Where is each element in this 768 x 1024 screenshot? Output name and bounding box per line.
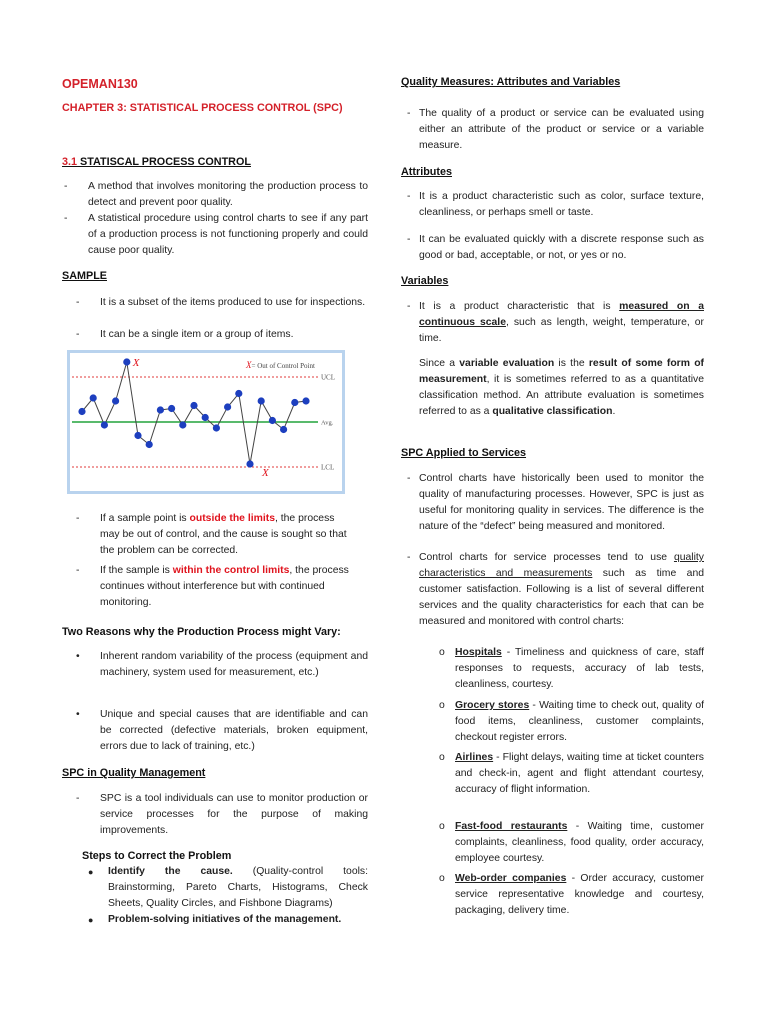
services-point-text: Control charts have historically been used to monitor the quality of manufacturing processes. However, SPC is just as useful for monitoring quality in services. The difference is the nature of the “defect” being measured and monitored.: [419, 473, 704, 532]
variable-text-post: , such as length, weight, temperature, or time.: [419, 317, 704, 344]
service-item-grocery: [439, 698, 704, 746]
ucl-label: UCL: [321, 373, 335, 382]
bullet-marker: •: [76, 651, 80, 662]
limit-text-pre: If a sample point is: [100, 513, 190, 524]
step-1-rest: (Quality-control tools: Brainstorming, Pareto Charts, Histograms, Check Sheets, Quality Circles, and Fishbone Diagrams): [108, 866, 368, 909]
service-item-fastfood: [439, 819, 704, 867]
sample-point: [190, 402, 197, 409]
outside-limits-highlight: outside the limits: [189, 513, 275, 524]
sub-bullet: o: [439, 873, 445, 884]
service-desc: - Waiting time to check out, quality of food items, cleanliness, customer complaints, checkout register errors.: [455, 700, 704, 743]
dash-marker: -: [76, 297, 80, 308]
bullet-marker: ●: [88, 867, 94, 877]
sample-point: [146, 441, 153, 448]
limit-text-post: , the process may be out of control, and the cause is sought so that the problem can be corrected.: [100, 513, 347, 556]
sample-point: [168, 405, 175, 412]
sample-point-text: It can be a single item or a group of items.: [100, 329, 294, 340]
quality-measures-text: The quality of a product or service can be evaluated using either an attribute of the product or service or a variable measure.: [419, 108, 704, 151]
sample-heading: SAMPLE: [62, 270, 107, 282]
dash-marker: -: [64, 213, 68, 224]
sample-point: [123, 358, 130, 365]
sub-bullet: o: [439, 752, 445, 763]
bullet-marker: ●: [88, 915, 94, 925]
spc-point-1: [64, 179, 368, 211]
attribute-text: It can be evaluated quickly with a discrete response such as good or bad, acceptable, or not, or yes or no.: [419, 234, 704, 261]
out-of-control-marker-low: X: [262, 467, 269, 479]
dash-marker: -: [407, 473, 411, 484]
quality-characteristics-highlight: quality characteristics and measurements: [419, 552, 704, 579]
sample-point: [134, 432, 141, 439]
sample-point: [213, 424, 220, 431]
dash-marker: -: [64, 181, 68, 192]
series-group: [78, 358, 309, 467]
service-name: Web-order companies: [455, 873, 567, 884]
services-point-1: [407, 471, 704, 535]
variable-text-pre: It is a product characteristic that is: [419, 301, 620, 312]
sub-bullet: o: [439, 647, 445, 658]
spc-point-text: A method that involves monitoring the production process to detect and prevent poor quality.: [88, 181, 368, 208]
spc-quality-text: SPC is a tool individuals can use to monitor production or service processes for the purpose of making improvements.: [100, 793, 368, 836]
reason-text: Unique and special causes that are identifiable and can be corrected (defective materials, broken equipment, errors due to lack of training, etc.): [100, 709, 368, 752]
step-2: [88, 912, 368, 928]
sub-bullet: o: [439, 700, 445, 711]
service-desc: - Flight delays, waiting time at ticket counters and check-in, agent and flight attendant courtesy, accuracy of flight information.: [455, 752, 704, 795]
variables-heading: Variables: [401, 275, 449, 287]
service-text: [455, 645, 704, 693]
section-title: STATISCAL PROCESS CONTROL: [77, 156, 251, 168]
legend-symbol: X: [246, 360, 252, 370]
limit-point-within: [76, 563, 356, 611]
services-heading: SPC Applied to Services: [401, 447, 527, 459]
service-name: Grocery stores: [455, 700, 530, 711]
service-text: [455, 819, 704, 867]
service-desc: - Timeliness and quickness of care, staff responses to requests, accuracy of lab tests, cleanliness, courtesy.: [455, 647, 704, 690]
dash-marker: -: [76, 329, 80, 340]
step-1-text: [108, 864, 368, 912]
bullet-marker: •: [76, 709, 80, 720]
variable-point: [407, 299, 704, 347]
service-item-hospitals: [439, 645, 704, 693]
service-item-weborder: [439, 871, 704, 919]
attribute-text: It is a product characteristic such as color, surface texture, cleanliness, or perhaps smell or taste.: [419, 191, 704, 218]
reasons-heading: Two Reasons why the Production Process might Vary:: [62, 626, 341, 638]
attribute-point-2: [407, 232, 704, 264]
sample-point-2: [76, 327, 368, 343]
limit-point-outside: [76, 511, 356, 559]
services-text-post: such as time and customer satisfaction. Following is a list of several different services and the quality characteristics for each that can be measured and monitored with control charts:: [419, 568, 704, 627]
steps-heading: Steps to Correct the Problem: [82, 850, 232, 862]
reason-text: Inherent random variability of the process (equipment and machinery, system used for measurement, etc.): [100, 651, 368, 678]
service-item-airlines: [439, 750, 704, 798]
sample-point: [269, 417, 276, 424]
sample-point: [258, 397, 265, 404]
avg-label: Avg.: [321, 419, 334, 427]
limit-text-post: , the process continues without interference but with continued monitoring.: [100, 565, 349, 608]
sample-point: [157, 406, 164, 413]
sample-point: [246, 460, 253, 467]
variable-paragraph: [419, 356, 704, 420]
dash-marker: -: [76, 513, 80, 524]
dash-marker: -: [76, 793, 80, 804]
para-bold: qualitative classification: [492, 406, 613, 417]
section-heading: [62, 154, 251, 170]
variable-text: [419, 299, 704, 347]
sample-point: [78, 408, 85, 415]
legend-text: = Out of Control Point: [251, 362, 315, 370]
limit-text-pre: If the sample is: [100, 565, 173, 576]
sample-point: [112, 397, 119, 404]
sample-point: [202, 414, 209, 421]
reason-1: [76, 649, 368, 681]
services-point-text: [419, 550, 704, 630]
chapter-title: CHAPTER 3: STATISTICAL PROCESS CONTROL (SPC): [62, 102, 343, 114]
para-part: Since a: [419, 358, 460, 369]
dash-marker: -: [407, 552, 411, 563]
sub-bullet: o: [439, 821, 445, 832]
step-1: [88, 864, 368, 912]
service-desc: - Order accuracy, customer service representative knowledge and courtesy, packaging, delivery time.: [455, 873, 704, 916]
continuous-scale-highlight: measured on a continuous scale: [419, 301, 704, 328]
sample-point-1: [76, 295, 368, 311]
spc-point-2: [64, 211, 368, 259]
service-name: Fast-food restaurants: [455, 821, 568, 832]
sample-point: [235, 390, 242, 397]
control-chart: [70, 353, 342, 491]
course-code: OPEMAN130: [62, 77, 138, 91]
within-limits-highlight: within the control limits: [172, 565, 290, 576]
sample-point: [101, 421, 108, 428]
quality-measures-point: [407, 106, 704, 154]
service-text: [455, 871, 704, 919]
attributes-heading: Attributes: [401, 166, 452, 178]
dash-marker: -: [407, 234, 411, 245]
service-name: Airlines: [455, 752, 494, 763]
para-bold: result of some form of measurement: [419, 358, 704, 385]
para-part: .: [612, 406, 616, 417]
dash-marker: -: [407, 108, 411, 119]
sample-point: [224, 403, 231, 410]
spc-point-text: A statistical procedure using control charts to see if any part of a production process is not functioning properly and could cause poor quality.: [88, 213, 368, 256]
dash-marker: -: [407, 191, 411, 202]
services-point-2: [407, 550, 704, 630]
dash-marker: -: [407, 301, 411, 312]
step-2-text: Problem-solving initiatives of the management.: [108, 914, 342, 925]
quality-measures-heading: Quality Measures: Attributes and Variables: [401, 76, 621, 88]
chart-legend: [245, 360, 315, 370]
reason-2: [76, 707, 368, 755]
step-1-bold: Identify the cause.: [108, 866, 233, 877]
dash-marker: -: [76, 565, 80, 576]
sample-point: [179, 421, 186, 428]
spc-quality-heading: SPC in Quality Management: [62, 767, 206, 779]
para-part: is the: [554, 358, 589, 369]
lcl-label: LCL: [321, 463, 335, 472]
control-chart-frame: [67, 350, 345, 494]
out-of-control-marker-high: X: [132, 357, 140, 369]
service-desc: - Waiting time, customer complaints, cleanliness, food quality, order accuracy, employee courtesy.: [455, 821, 704, 864]
sample-point: [280, 426, 287, 433]
sample-point: [90, 394, 97, 401]
service-name: Hospitals: [455, 647, 502, 658]
limit-text: [100, 563, 356, 611]
sample-point: [302, 397, 309, 404]
section-number: 3.1: [62, 156, 78, 168]
para-bold: variable evaluation: [459, 358, 555, 369]
service-text: [455, 750, 704, 798]
attribute-point-1: [407, 189, 704, 221]
spc-quality-point: [76, 791, 368, 839]
services-text-pre: Control charts for service processes tend to use: [419, 552, 674, 563]
service-text: [455, 698, 704, 746]
sample-point-text: It is a subset of the items produced to use for inspections.: [100, 297, 366, 308]
para-part: , it is sometimes referred to as a quantitative classification method. An attribute evaluation is sometimes referred to as a: [419, 374, 704, 417]
sample-point: [291, 399, 298, 406]
limit-text: [100, 511, 356, 559]
